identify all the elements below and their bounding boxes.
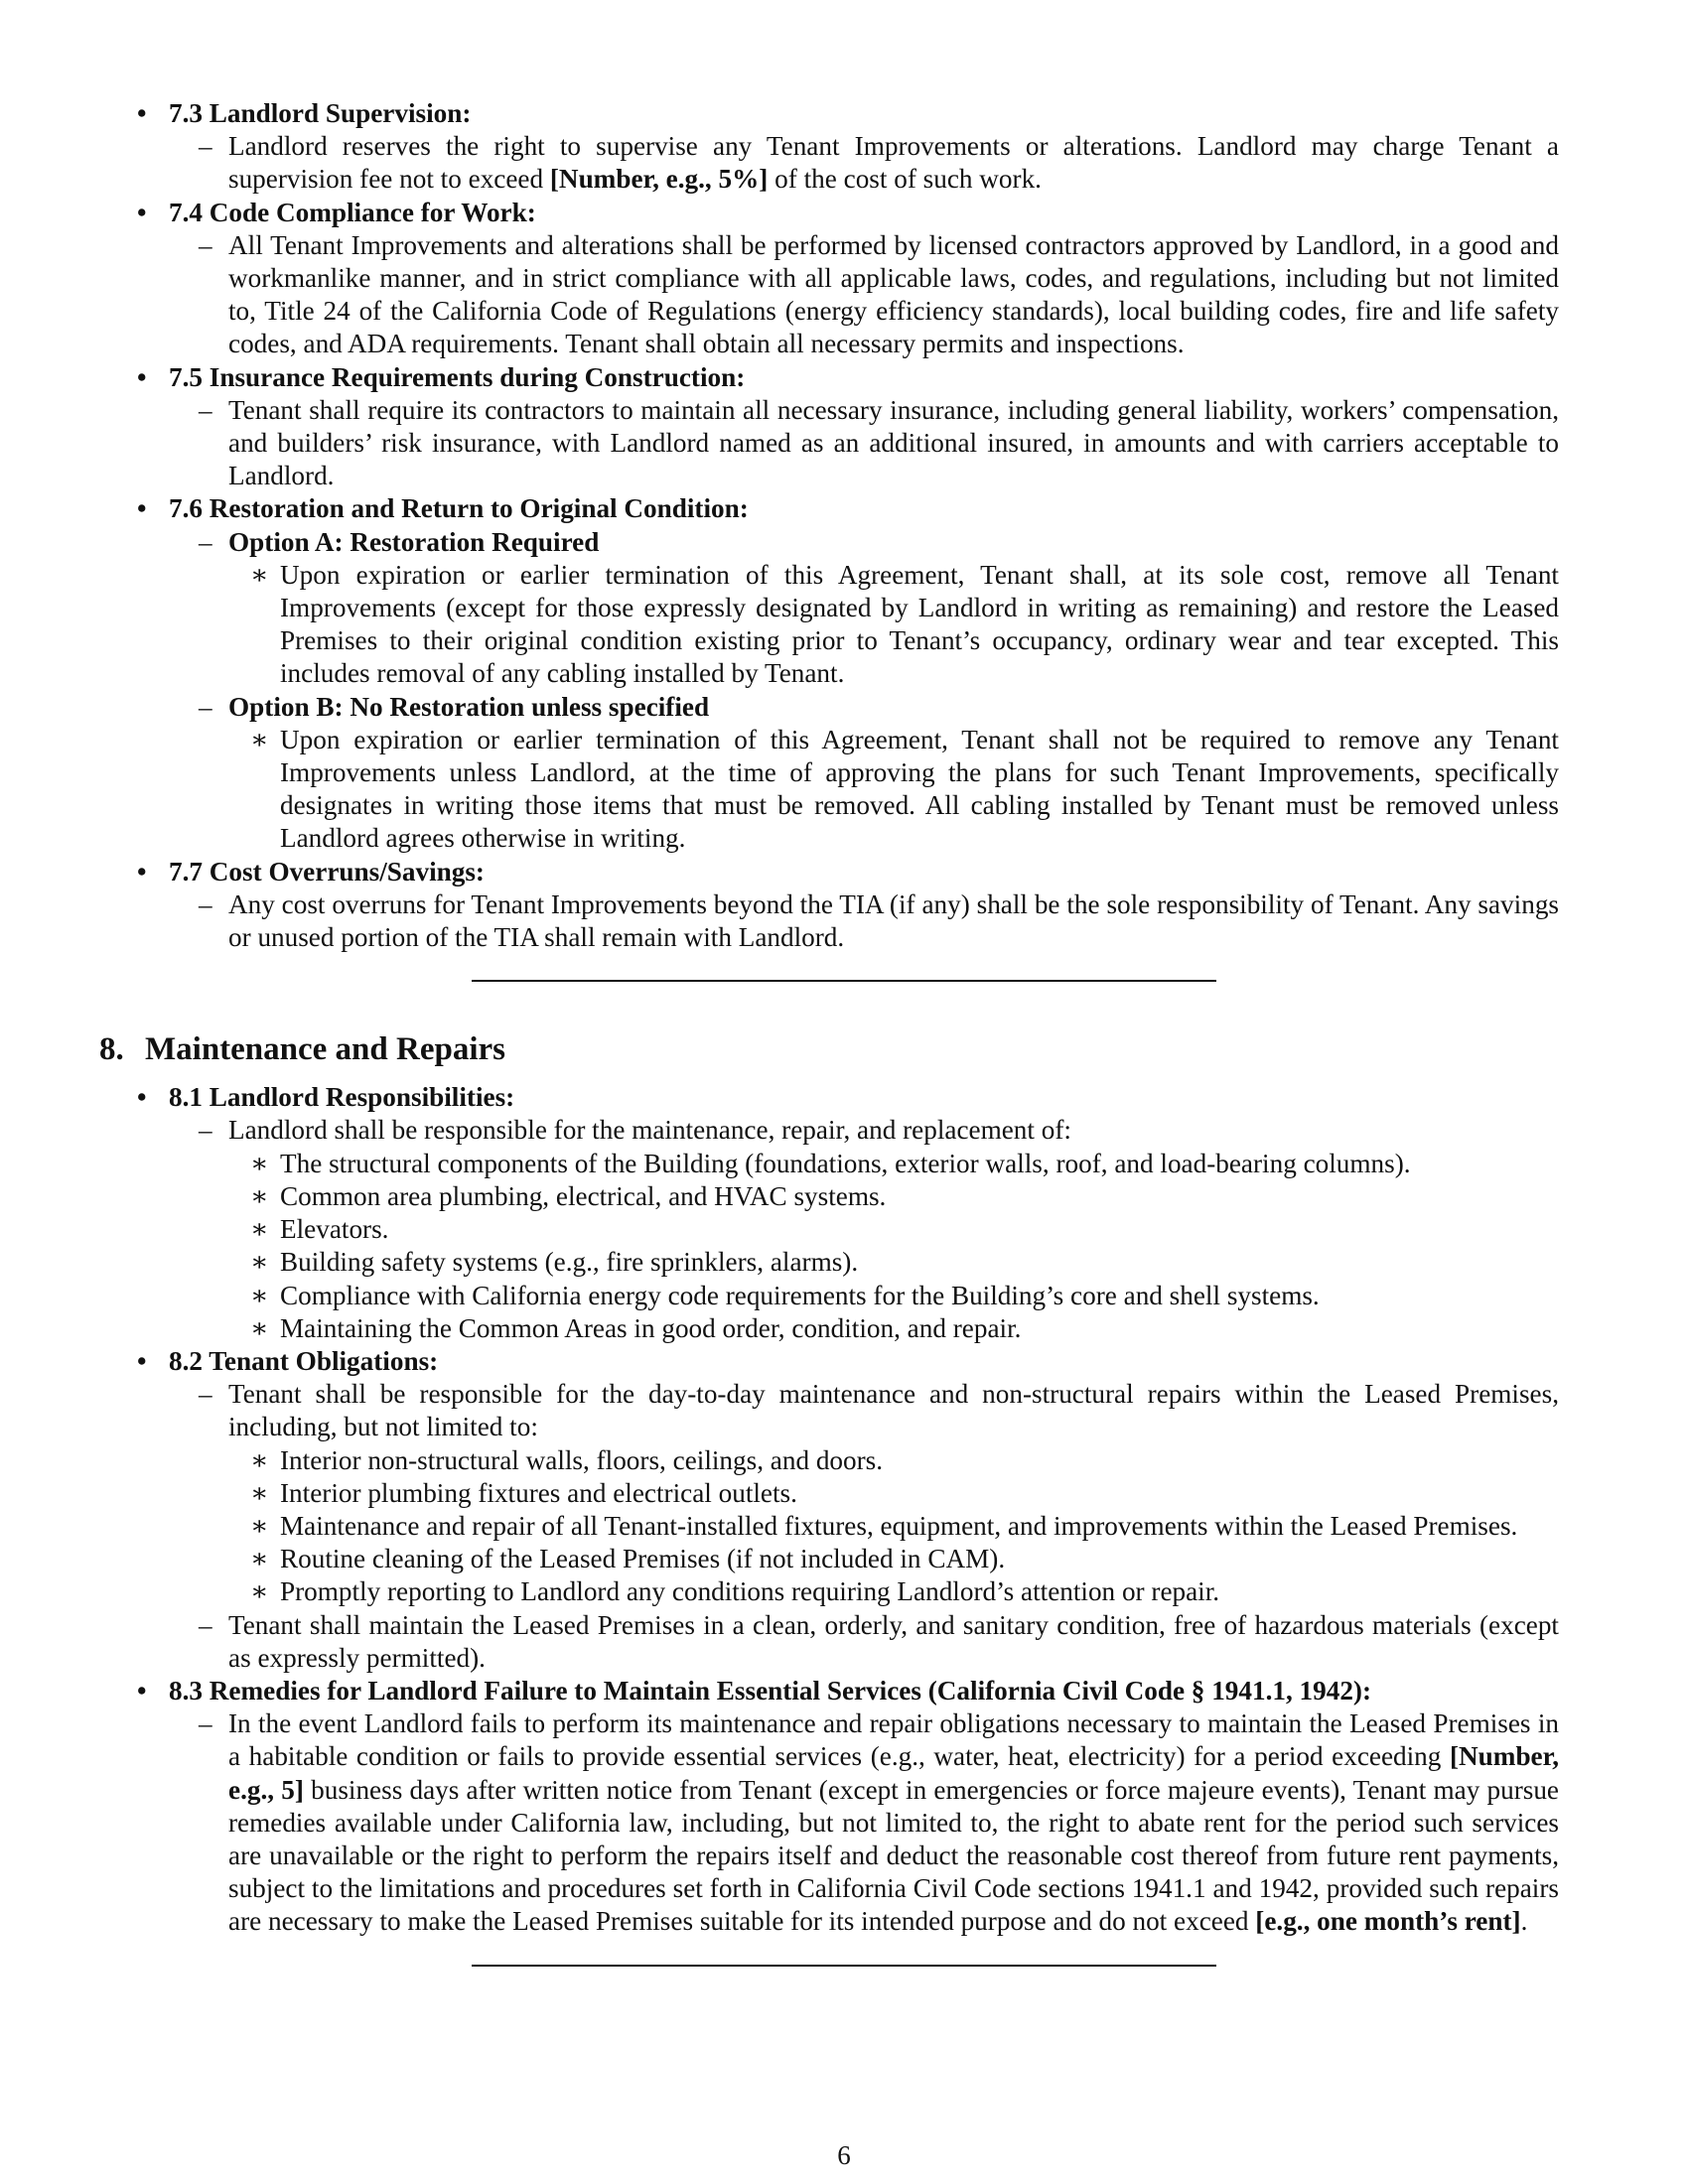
dash-bullet: – (199, 1379, 212, 1410)
item-heading: 8.3 Remedies for Landlord Failure to Maintain Essential Services (California Civil Code § 1941.1, 1942): (169, 1675, 1372, 1706)
list-item (99, 1444, 1559, 1477)
dash-bullet: – (199, 691, 212, 722)
paragraph (99, 229, 1559, 361)
bullet: • (137, 1675, 147, 1706)
placeholder-days: [Number, e.g., 5] (228, 1741, 1559, 1805)
text: Landlord shall be responsible for the maintenance, repair, and replacement of: (228, 1115, 1071, 1146)
text: . (1520, 1906, 1528, 1937)
text: All Tenant Improvements and alterations shall be performed by licensed contractors approved by Landlord, in a good and workmanlike manner, and in strict compliance with all applicable laws, codes, and regulations, including but not limited to, Title 24 of the California Code of Regulations (energy efficiency standards), local building codes, fire and life safety codes, and ADA requirements. Tenant shall obtain all necessary permits and inspections. (228, 229, 1559, 359)
placeholder-cap: [e.g., one month’s rent] (1255, 1906, 1521, 1937)
text: Upon expiration or earlier termination of this Agreement, Tenant shall, at its sole cost, remove all Tenant Improvements (except for those expressly designated by Landlord in writing as remaining) and restore the Leased Premises to their original condition existing prior to Tenant’s occupancy, ordinary wear and tear excepted. This includes removal of any cabling installed by Tenant. (280, 559, 1559, 689)
dash-bullet: – (199, 1708, 212, 1739)
list-item (99, 1543, 1559, 1575)
item-heading: 7.5 Insurance Requirements during Construction: (169, 361, 746, 392)
text: Interior plumbing fixtures and electrical outlets. (280, 1477, 797, 1508)
option-b-heading (99, 691, 1559, 724)
bullet: • (137, 856, 147, 887)
list-item (99, 1246, 1559, 1279)
text: Option B: No Restoration unless specified (228, 691, 710, 722)
text: business days after written notice from Tenant (except in emergencies or force majeure events), Tenant may pursue remedies available under California law, including, but not limited to, the right to abate rent for the period such services are unavailable or the right to perform the repairs itself and deduct the reasonable cost thereof from future rent payments, subject to the limitations and procedures set forth in California Civil Code sections 1941.1 and 1942, provided such repairs are necessary to make the Leased Premises suitable for its intended purpose and do not exceed (228, 1774, 1559, 1937)
paragraph (99, 1114, 1559, 1147)
text: Upon expiration or earlier termination of this Agreement, Tenant shall not be required to remove any Tenant Improvements unless Landlord, at the time of approving the plans for such Tenant Improvements, specifically designates in writing those items that must be removed. All cabling installed by Tenant must be removed unless Landlord agrees otherwise in writing. (280, 724, 1559, 854)
star-bullet: ∗ (250, 1544, 269, 1574)
list-item (99, 1213, 1559, 1246)
page-number: 6 (837, 2140, 851, 2170)
text: Elevators. (280, 1214, 389, 1245)
text: Tenant shall be responsible for the day-to-day maintenance and non-structural repairs within the Leased Premises, including, but not limited to: (228, 1379, 1559, 1442)
dash-bullet: – (199, 1115, 212, 1146)
text: Landlord reserves the right to supervise any Tenant Improvements or alterations. Landlord may charge Tenant a supervision fee not to exceed (228, 131, 1559, 195)
star-bullet: ∗ (250, 1180, 269, 1211)
text: Routine cleaning of the Leased Premises (if not included in CAM). (280, 1544, 1006, 1574)
dash-bullet: – (199, 526, 212, 557)
bullet: • (137, 98, 147, 128)
item-7-5 (99, 361, 1589, 394)
star-bullet: ∗ (250, 1576, 269, 1607)
paragraph (99, 394, 1559, 493)
item-8-1 (99, 1081, 1589, 1114)
star-bullet: ∗ (250, 1312, 269, 1343)
section-7-list (99, 97, 1589, 954)
star-bullet: ∗ (250, 559, 269, 590)
bullet: • (137, 1082, 147, 1113)
star-bullet: ∗ (250, 1510, 269, 1541)
paragraph (99, 888, 1559, 954)
dash-bullet: – (199, 229, 212, 260)
text: Maintenance and repair of all Tenant-installed fixtures, equipment, and improvements within the Leased Premises. (280, 1510, 1518, 1541)
item-heading: 7.3 Landlord Supervision: (169, 98, 472, 128)
dash-bullet: – (199, 131, 212, 162)
item-heading: 7.4 Code Compliance for Work: (169, 197, 536, 227)
paragraph (99, 1378, 1559, 1443)
section-title: Maintenance and Repairs (145, 1031, 505, 1068)
text: Interior non-structural walls, floors, ceilings, and doors. (280, 1444, 884, 1475)
section-divider (472, 1965, 1216, 1967)
star-bullet: ∗ (250, 724, 269, 754)
list-item (99, 1312, 1559, 1345)
text: Any cost overruns for Tenant Improvements beyond the TIA (if any) shall be the sole responsibility of Tenant. Any savings or unused portion of the TIA shall remain with Landlord. (228, 888, 1559, 953)
bullet: • (137, 493, 147, 524)
star-bullet: ∗ (250, 1280, 269, 1310)
paragraph (99, 1707, 1559, 1938)
paragraph (99, 130, 1559, 196)
section-8-list (99, 1081, 1589, 1938)
item-7-6 (99, 492, 1589, 525)
section-divider (472, 980, 1216, 982)
text: In the event Landlord fails to perform its maintenance and repair obligations necessary to maintain the Leased Premises in a habitable condition or fails to provide essential services (e.g., water, heat, electricity) for a period exceeding (228, 1708, 1559, 1772)
option-b-text (99, 724, 1559, 856)
list-item (99, 1477, 1559, 1510)
text: Tenant shall maintain the Leased Premises in a clean, orderly, and sanitary condition, free of hazardous materials (except as expressly permitted). (228, 1609, 1559, 1673)
bullet: • (137, 361, 147, 392)
document-body (99, 97, 1589, 1967)
text: Compliance with California energy code requirements for the Building’s core and shell systems. (280, 1280, 1320, 1310)
star-bullet: ∗ (250, 1247, 269, 1278)
text: Maintaining the Common Areas in good order, condition, and repair. (280, 1312, 1022, 1343)
dash-bullet: – (199, 888, 212, 919)
text: Promptly reporting to Landlord any conditions requiring Landlord’s attention or repair. (280, 1576, 1220, 1607)
item-heading: 8.1 Landlord Responsibilities: (169, 1082, 515, 1113)
text: Common area plumbing, electrical, and HVAC systems. (280, 1180, 887, 1211)
list-item (99, 1510, 1559, 1543)
list-item (99, 1180, 1559, 1213)
list-item (99, 1280, 1559, 1312)
placeholder-fee: [Number, e.g., 5%] (549, 164, 769, 195)
item-7-3 (99, 97, 1589, 130)
section-8-heading (99, 1029, 1589, 1069)
text: Tenant shall require its contractors to maintain all necessary insurance, including general liability, workers’ compensation, and builders’ risk insurance, with Landlord named as an additional insured, in amounts and with carriers acceptable to Landlord. (228, 394, 1559, 491)
section-number: 8. (99, 1031, 124, 1068)
item-heading: 7.6 Restoration and Return to Original Condition: (169, 493, 749, 524)
option-a-heading (99, 526, 1559, 559)
item-7-4 (99, 197, 1589, 229)
paragraph (99, 1609, 1559, 1675)
option-a-text (99, 559, 1559, 691)
dash-bullet: – (199, 394, 212, 425)
item-8-3 (99, 1675, 1589, 1707)
bullet: • (137, 197, 147, 227)
item-8-2 (99, 1345, 1589, 1378)
item-heading: 7.7 Cost Overruns/Savings: (169, 856, 485, 887)
dash-bullet: – (199, 1609, 212, 1640)
star-bullet: ∗ (250, 1444, 269, 1475)
bullet: • (137, 1345, 147, 1376)
text: Option A: Restoration Required (228, 526, 600, 557)
text: Building safety systems (e.g., fire sprinklers, alarms). (280, 1247, 859, 1278)
text: The structural components of the Building (foundations, exterior walls, roof, and load-bearing columns). (280, 1148, 1411, 1178)
list-item (99, 1148, 1559, 1180)
item-7-7 (99, 856, 1589, 888)
star-bullet: ∗ (250, 1148, 269, 1178)
star-bullet: ∗ (250, 1477, 269, 1508)
star-bullet: ∗ (250, 1214, 269, 1245)
list-item (99, 1575, 1559, 1608)
item-heading: 8.2 Tenant Obligations: (169, 1345, 439, 1376)
text: of the cost of such work. (768, 164, 1042, 195)
